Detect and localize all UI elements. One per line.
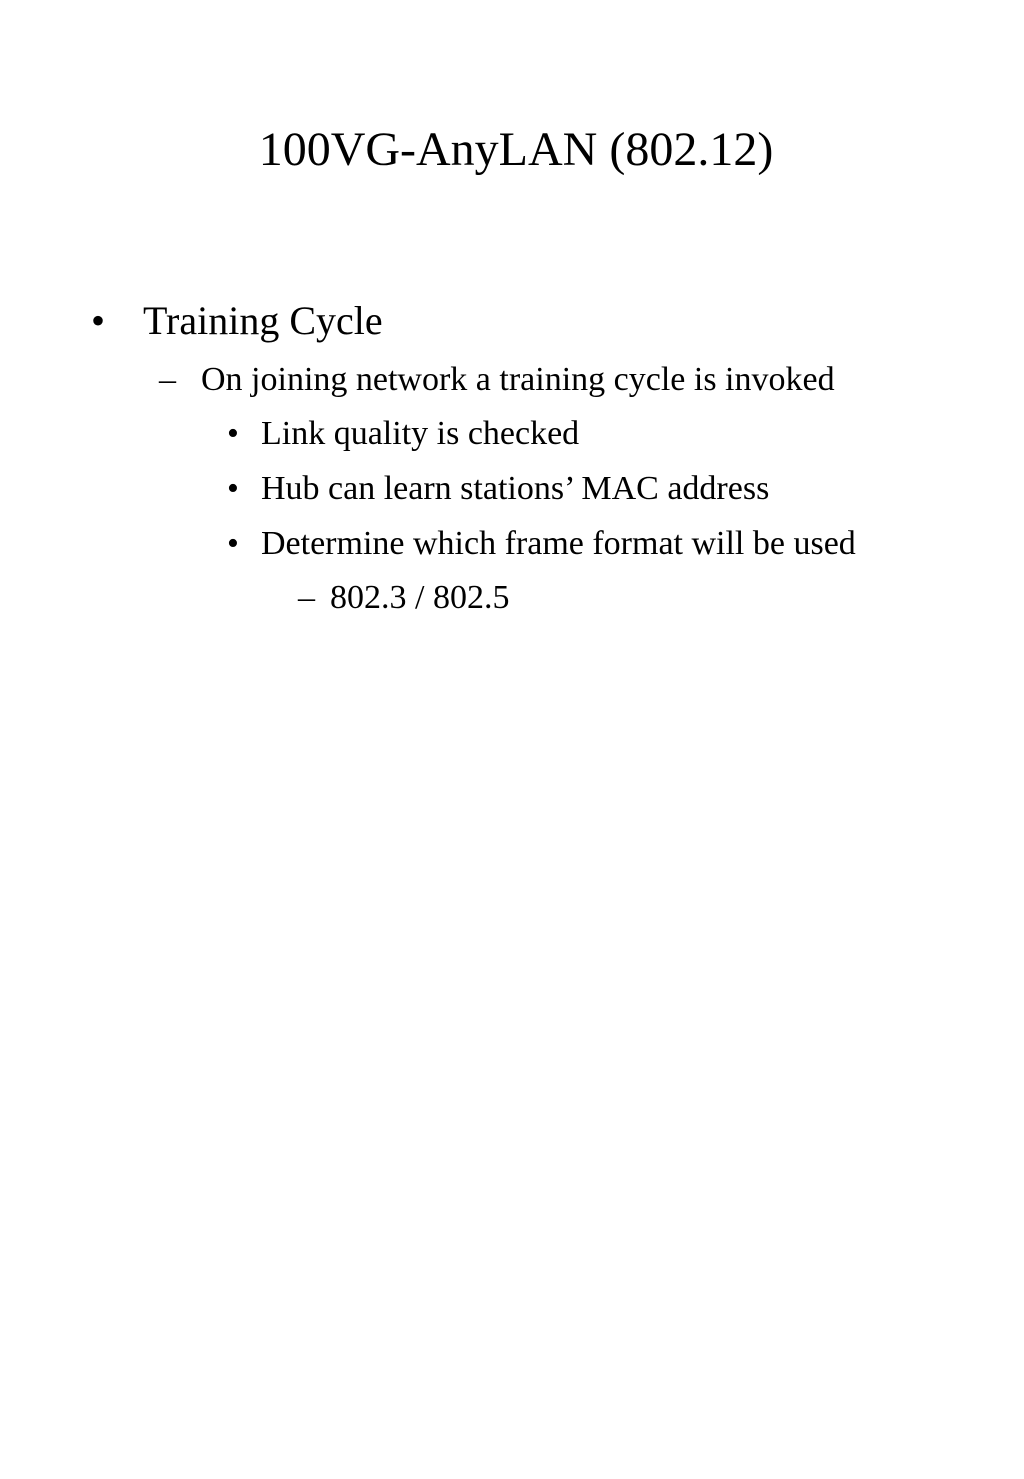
bullet-text-training-cycle: Training Cycle bbox=[143, 298, 383, 343]
dash-marker: – bbox=[159, 361, 176, 398]
bullet-level-4 bbox=[0, 578, 1024, 618]
dash-marker: – bbox=[298, 579, 315, 616]
bullet-level-1 bbox=[0, 297, 1024, 345]
bullet-level-3 bbox=[0, 469, 1024, 509]
bullet-text-link-quality: Link quality is checked bbox=[261, 415, 580, 452]
bullet-marker: • bbox=[227, 470, 239, 507]
bullet-level-2 bbox=[0, 360, 1024, 400]
bullet-text-802-formats: 802.3 / 802.5 bbox=[330, 579, 510, 616]
bullet-text-training-cycle-invoked: On joining network a training cycle is invoked bbox=[201, 361, 835, 398]
bullet-text-frame-format: Determine which frame format will be used bbox=[261, 525, 856, 562]
bullet-level-3 bbox=[0, 524, 1024, 564]
bullet-level-3 bbox=[0, 414, 1024, 454]
bullet-marker: • bbox=[91, 298, 106, 343]
bullet-text-mac-address: Hub can learn stations’ MAC address bbox=[261, 470, 770, 507]
bullet-marker: • bbox=[227, 525, 239, 562]
slide-title: 100VG-AnyLAN (802.12) bbox=[258, 123, 774, 176]
bullet-marker: • bbox=[227, 415, 239, 452]
